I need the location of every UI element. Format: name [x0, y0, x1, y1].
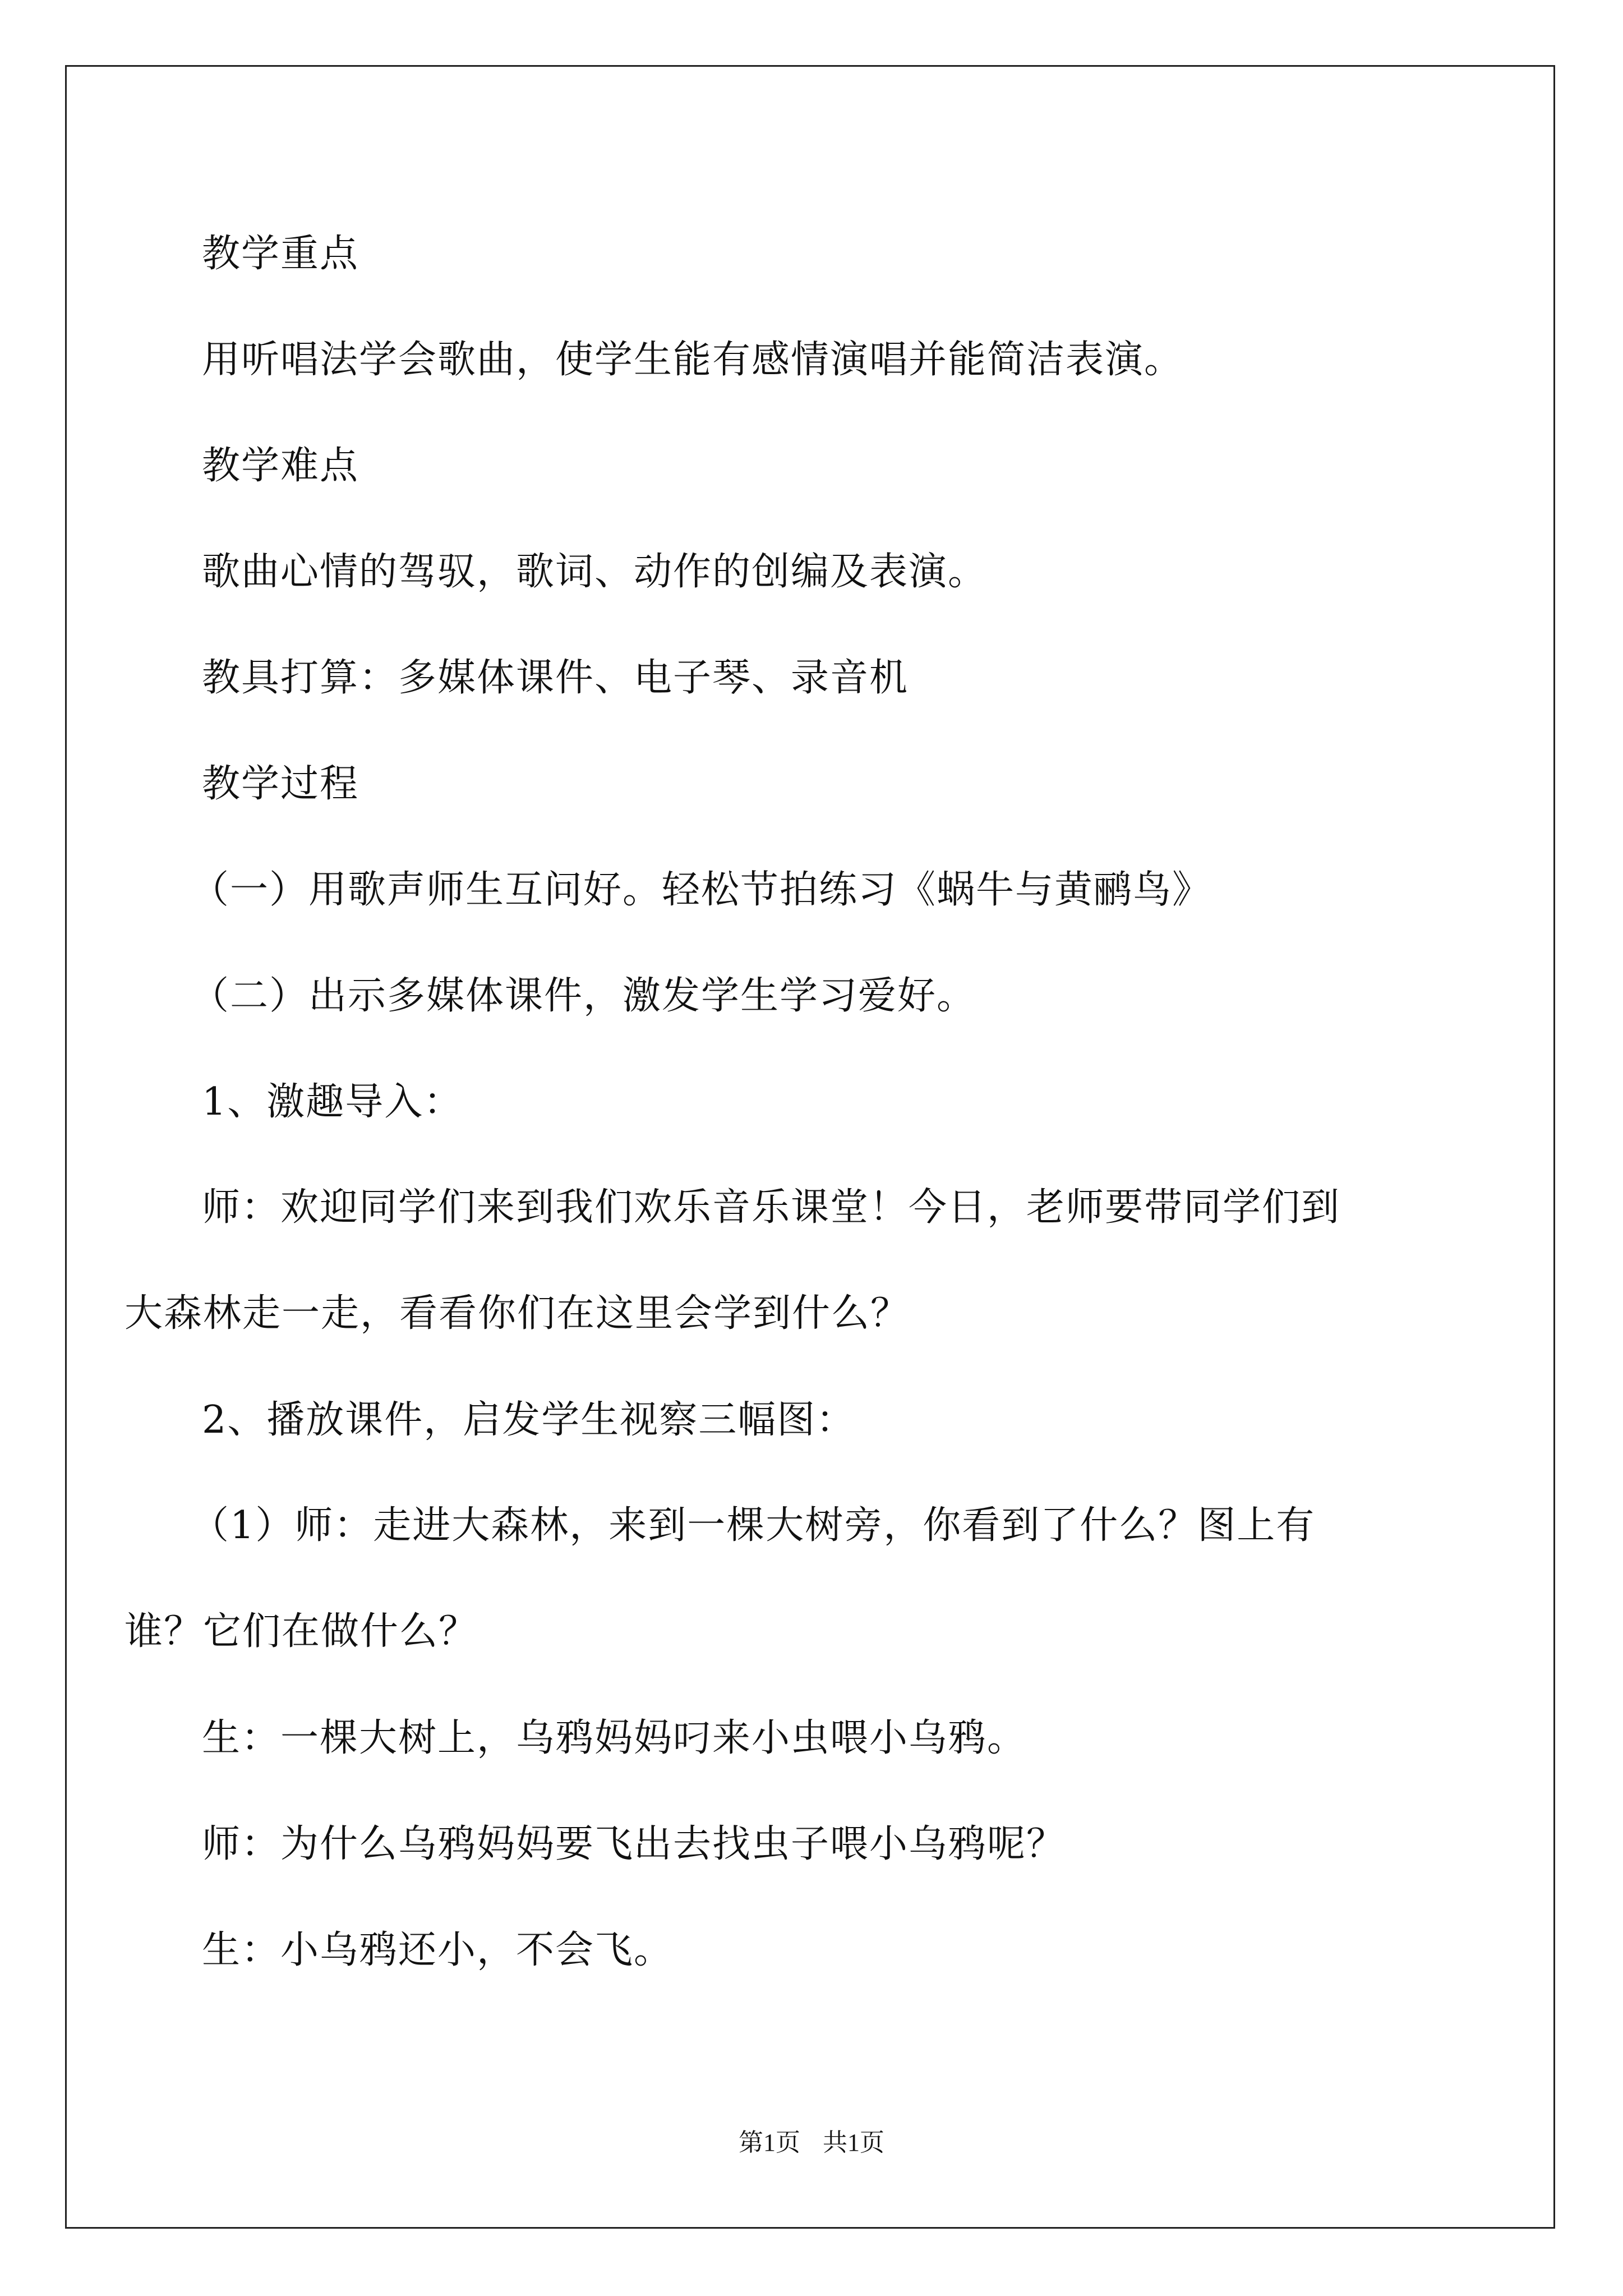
- paragraph: 师：欢迎同学们来到我们欢乐音乐课堂！今日，老师要带同学们到大森林走一走，看看你们在这里会学到什么？: [125, 1185, 1341, 1336]
- heading-teaching-process: 教学过程: [202, 762, 359, 806]
- paragraph: 歌曲心情的驾驭，歌词、动作的创编及表演。: [202, 550, 988, 594]
- paragraph: （二）出示多媒体课件，激发学生学习爱好。: [191, 974, 976, 1018]
- paragraph: 师：为什么乌鸦妈妈要飞出去找虫子喂小乌鸦呢？: [202, 1822, 1066, 1866]
- page-total: 共1页: [823, 2129, 884, 2156]
- page-border: [65, 65, 1555, 2229]
- page-number: 第1页: [739, 2129, 800, 2156]
- paragraph: （1）师：走进大森林，来到一棵大树旁，你看到了什么？图上有谁？它们在做什么？: [125, 1503, 1316, 1654]
- paragraph: 2、播放课件，启发学生视察三幅图：: [202, 1398, 856, 1442]
- paragraph: 用听唱法学会歌曲，使学生能有感情演唱并能简洁表演。: [202, 338, 1184, 382]
- heading-teaching-difficulty: 教学难点: [202, 444, 359, 488]
- paragraph: 教具打算：多媒体课件、电子琴、录音机: [202, 656, 909, 700]
- heading-teaching-focus: 教学重点: [202, 232, 359, 276]
- paragraph: 生：小乌鸦还小，不会飞。: [202, 1928, 674, 1972]
- paragraph: 生：一棵大树上，乌鸦妈妈叼来小虫喂小乌鸦。: [202, 1716, 1027, 1760]
- paragraph: （一）用歌声师生互问好。轻松节拍练习《蜗牛与黄鹂鸟》: [191, 868, 1212, 912]
- paragraph: 1、激趣导入：: [202, 1080, 463, 1124]
- page-footer: [0, 2126, 1623, 2160]
